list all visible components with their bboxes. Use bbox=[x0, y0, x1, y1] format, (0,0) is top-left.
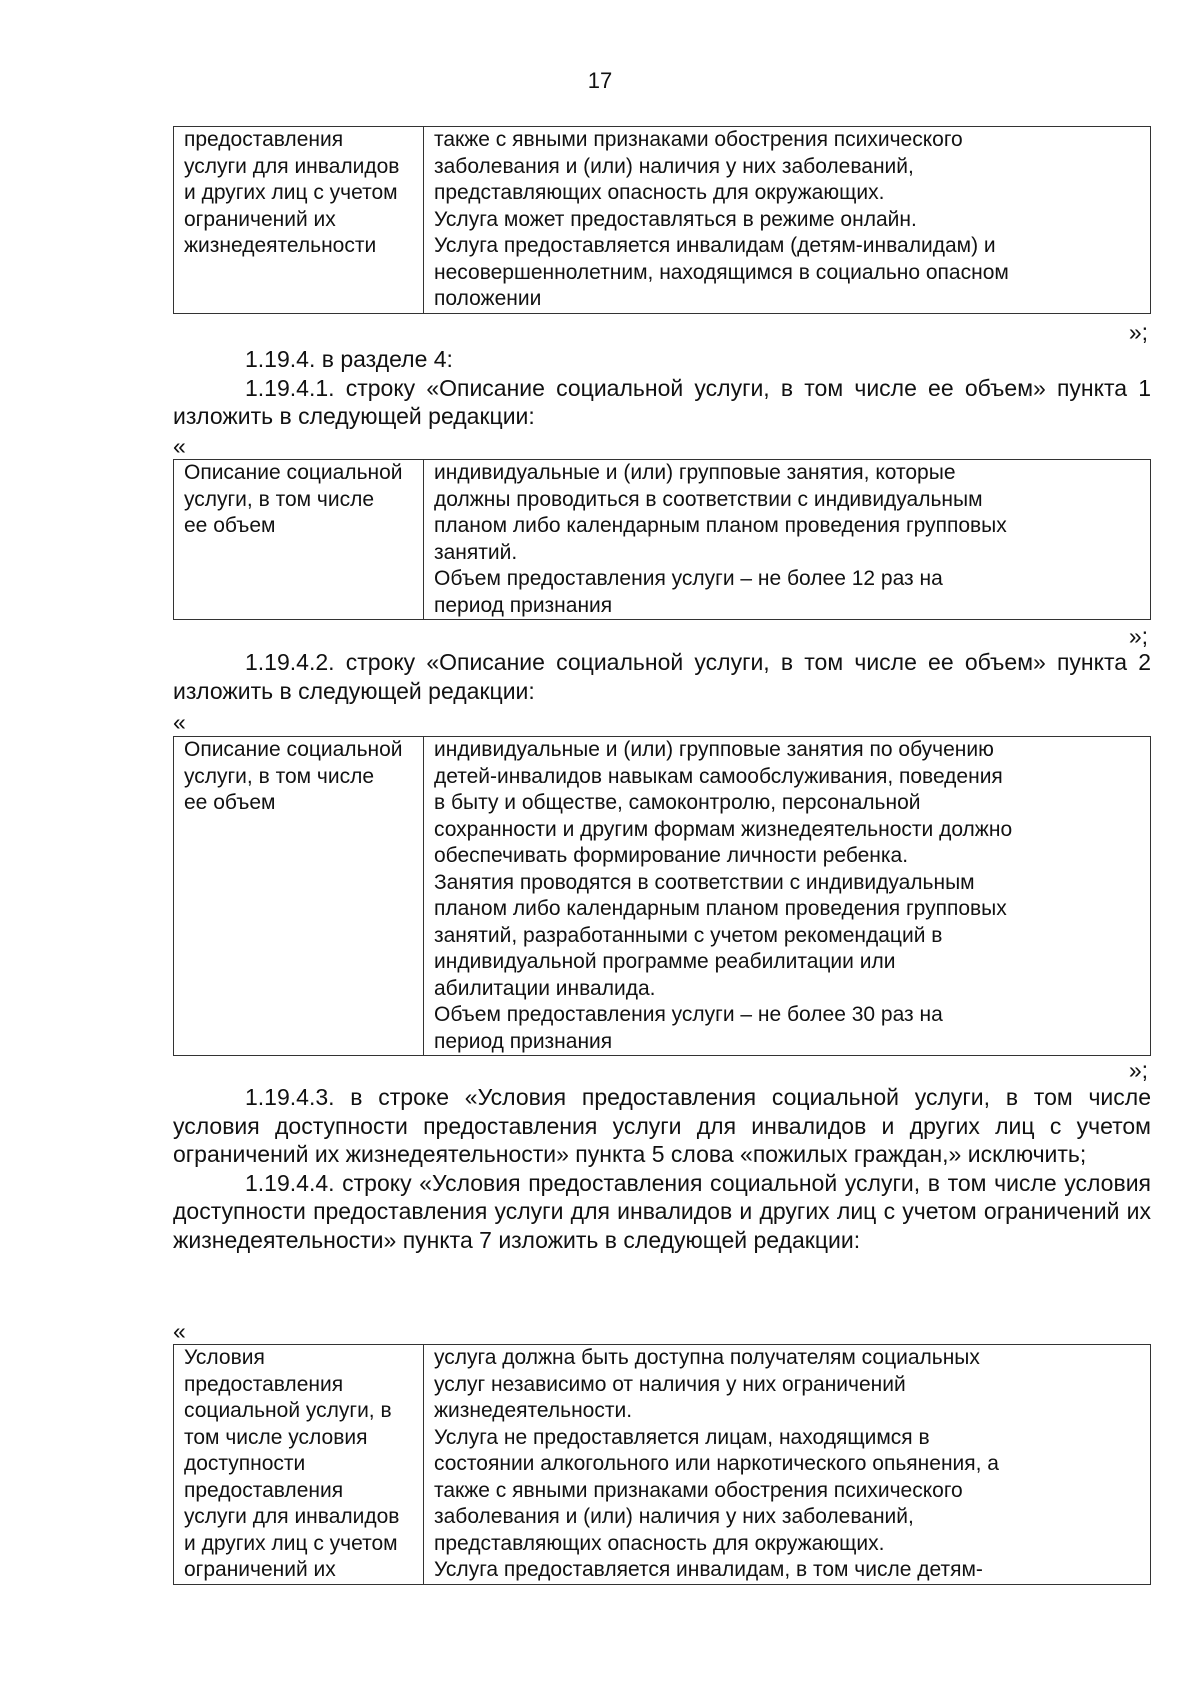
table-cell-content: индивидуальные и (или) групповые занятия, которые должны проводиться в соответствии с индивидуальным планом либо календарным планом проведения групповых занятий. Объем предоставления услуги – не более 12 раз на период признания bbox=[424, 460, 1151, 620]
paragraph-text: 1.19.4. в разделе 4: bbox=[245, 346, 453, 372]
closing-quote: »; bbox=[1128, 319, 1148, 345]
table-cell-label: Условия предоставления социальной услуги, в том числе условия доступности предоставления услуги для инвалидов и других лиц с учетом ограничений их bbox=[174, 1345, 424, 1585]
table-cell-label: Описание социальной услуги, в том числе ее объем bbox=[174, 737, 424, 1056]
table-cell-content: услуга должна быть доступна получателям социальных услуг независимо от наличия у них ограничений жизнедеятельности. Услуга не предоставляется лицам, находящимся в состоянии алкогольного или наркотического опьянения, а также с явными признаками обострения психического заболевания и (или) наличия у них заболеваний, представляющих опасность для окружающих. Услуга предоставляется инвалидам, в том числе детям- bbox=[424, 1345, 1151, 1585]
paragraph-1-19-4 bbox=[173, 345, 1151, 431]
table-cell-label: предоставления услуги для инвалидов и других лиц с учетом ограничений их жизнедеятельности bbox=[174, 127, 424, 314]
opening-quote: « bbox=[173, 1318, 186, 1344]
opening-quote: « bbox=[173, 433, 186, 459]
paragraphs-1-19-4-3-and-4 bbox=[173, 1083, 1151, 1254]
table-cell-label: Описание социальной услуги, в том числе ее объем bbox=[174, 460, 424, 620]
closing-quote: »; bbox=[1128, 1057, 1148, 1083]
page-number: 17 bbox=[587, 68, 613, 93]
table-cell-content: также с явными признаками обострения психического заболевания и (или) наличия у них заболеваний, представляющих опасность для окружающих. Услуга может предоставляться в режиме онлайн. Услуга предоставляется инвалидам (детям-инвалидам) и несовершеннолетним, находящимся в социально опасном положении bbox=[424, 127, 1151, 314]
opening-quote: « bbox=[173, 709, 186, 735]
paragraph-1-19-4-2 bbox=[173, 648, 1151, 705]
table-service-description-2 bbox=[173, 736, 1151, 1056]
table-row bbox=[174, 127, 1151, 314]
table-row bbox=[174, 1345, 1151, 1585]
table-row bbox=[174, 460, 1151, 620]
paragraph-text: 1.19.4.1. строку «Описание социальной услуги, в том числе ее объем» пункта 1 изложить в следующей редакции: bbox=[173, 374, 1151, 429]
paragraph-text: 1.19.4.4. строку «Условия предоставления социальной услуги, в том числе условия доступности предоставления услуги для инвалидов и других лиц с учетом ограничений их жизнедеятельности» пункта 7 изложить в следующей редакции: bbox=[173, 1169, 1151, 1253]
table-continued-conditions bbox=[173, 126, 1151, 314]
paragraph-text: 1.19.4.2. строку «Описание социальной услуги, в том числе ее объем» пункта 2 изложить в следующей редакции: bbox=[173, 649, 1151, 704]
table-cell-content: индивидуальные и (или) групповые занятия по обучению детей-инвалидов навыкам самообслуживания, поведения в быту и обществе, самоконтролю, персональной сохранности и другим формам жизнедеятельности должно обеспечивать формирование личности ребенка. Занятия проводятся в соответствии с индивидуальным планом либо календарным планом проведения групповых занятий, разработанными с учетом рекомендаций в индивидуальной программе реабилитации или абилитации инвалида. Объем предоставления услуги – не более 30 раз на период признания bbox=[424, 737, 1151, 1056]
paragraph-text: 1.19.4.3. в строке «Условия предоставления социальной услуги, в том числе условия доступности предоставления услуги для инвалидов и других лиц с учетом ограничений их жизнедеятельности» пункта 5 слова «пожилых граждан,» исключить; bbox=[173, 1084, 1151, 1167]
table-service-description-1 bbox=[173, 459, 1151, 620]
table-row bbox=[174, 737, 1151, 1056]
closing-quote: »; bbox=[1128, 623, 1148, 649]
table-service-conditions bbox=[173, 1344, 1151, 1585]
